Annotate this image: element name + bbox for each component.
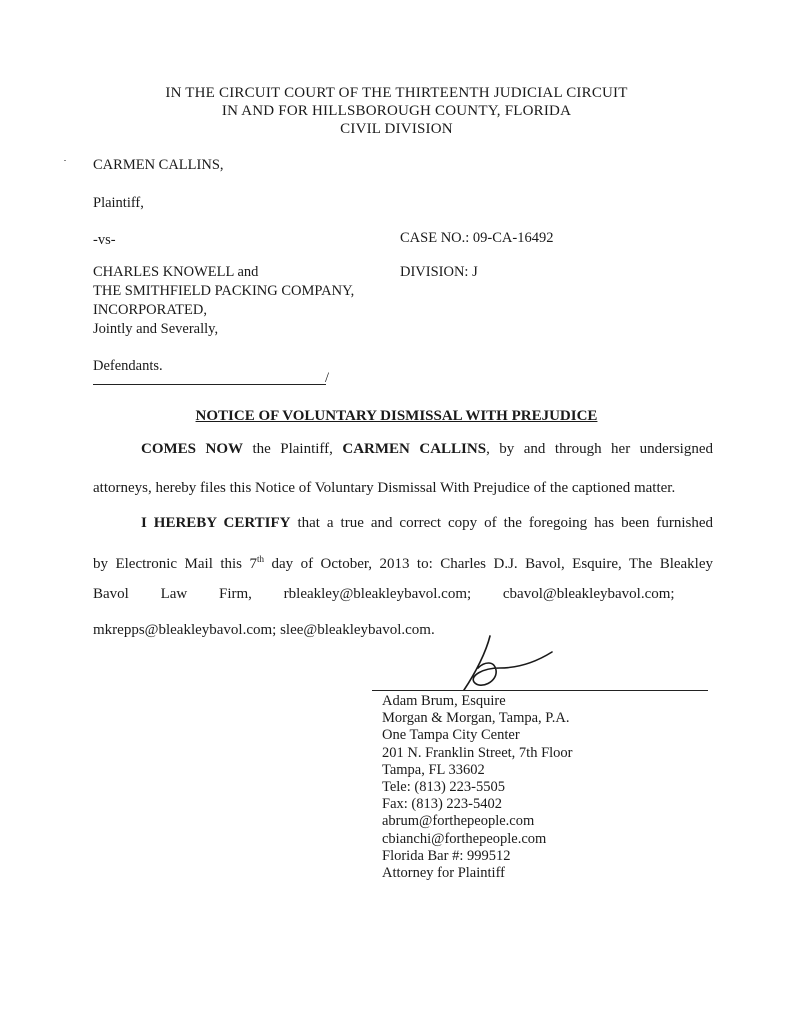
ordinal-suffix: th <box>256 554 264 564</box>
p1-mid: the Plaintiff, <box>242 441 343 457</box>
court-header-line-2: IN AND FOR HILLSBOROUGH COUNTY, FLORIDA <box>221 103 572 119</box>
p2-line2-b: day of October, 2013 to: Charles D.J. Bavol, Esquire, The Bleakley <box>264 556 714 572</box>
email-1: abrum@forthepeople.com <box>382 813 535 830</box>
comes-now-lead: COMES NOW <box>141 441 243 457</box>
telephone: Tele: (813) 223-5505 <box>382 779 506 796</box>
defendant-line-3: INCORPORATED, <box>93 302 207 318</box>
court-header-line-1: IN THE CIRCUIT COURT OF THE THIRTEENTH JUDICIAL CIRCUIT <box>165 85 628 101</box>
address-line-1: One Tampa City Center <box>382 727 520 744</box>
paragraph-2-line-3: Bavol Law Firm, rbleakley@bleakleybavol.com; cbavol@bleakleybavol.com; <box>93 586 675 602</box>
signature-rule <box>372 690 708 691</box>
defendant-line-4: Jointly and Severally, <box>93 321 219 337</box>
paragraph-2-line-1 <box>93 513 713 533</box>
fax: Fax: (813) 223-5402 <box>382 796 503 813</box>
court-header-line-3: CIVIL DIVISION <box>340 121 453 137</box>
paragraph-2-line-2 <box>93 549 713 574</box>
attorney-name: Adam Brum, Esquire <box>382 693 506 709</box>
attorney-role: Attorney for Plaintiff <box>382 865 505 882</box>
scan-speck <box>64 160 66 161</box>
signature-block <box>382 693 573 882</box>
paragraph-1-line-2: attorneys, hereby files this Notice of Voluntary Dismissal With Prejudice of the captioned matter. <box>93 480 676 496</box>
plaintiff-name-inline: CARMEN CALLINS <box>342 441 487 457</box>
certify-lead: I HEREBY CERTIFY <box>141 515 291 531</box>
plaintiff-label: Plaintiff, <box>93 195 144 211</box>
defendants-label: Defendants. <box>93 358 163 374</box>
handwritten-signature <box>440 632 560 696</box>
caption-rule <box>93 384 326 385</box>
email-2: cbianchi@forthepeople.com <box>382 830 547 847</box>
caption-rule-end: / <box>325 370 330 386</box>
p1-rest: , by and through her undersigned <box>486 441 713 457</box>
versus-label: -vs- <box>93 232 116 248</box>
address-line-2: 201 N. Franklin Street, 7th Floor <box>382 744 573 761</box>
p2-rest: that a true and correct copy of the foregoing has been furnished <box>290 515 713 531</box>
division: DIVISION: J <box>400 264 478 280</box>
p2-line2-a: by Electronic Mail this 7 <box>93 556 257 572</box>
defendant-line-2: THE SMITHFIELD PACKING COMPANY, <box>93 283 355 299</box>
paragraph-2-line-4: mkrepps@bleakleybavol.com; slee@bleakleybavol.com. <box>93 622 435 638</box>
case-number: CASE NO.: 09-CA-16492 <box>400 230 554 246</box>
document-title: NOTICE OF VOLUNTARY DISMISSAL WITH PREJUDICE <box>195 408 598 424</box>
paragraph-1-line-1 <box>93 439 713 459</box>
firm-name: Morgan & Morgan, Tampa, P.A. <box>382 710 570 727</box>
address-city: Tampa, FL 33602 <box>382 761 485 778</box>
plaintiff-name: CARMEN CALLINS, <box>93 157 224 173</box>
defendant-line-1: CHARLES KNOWELL and <box>93 264 259 280</box>
bar-number: Florida Bar #: 999512 <box>382 847 511 864</box>
